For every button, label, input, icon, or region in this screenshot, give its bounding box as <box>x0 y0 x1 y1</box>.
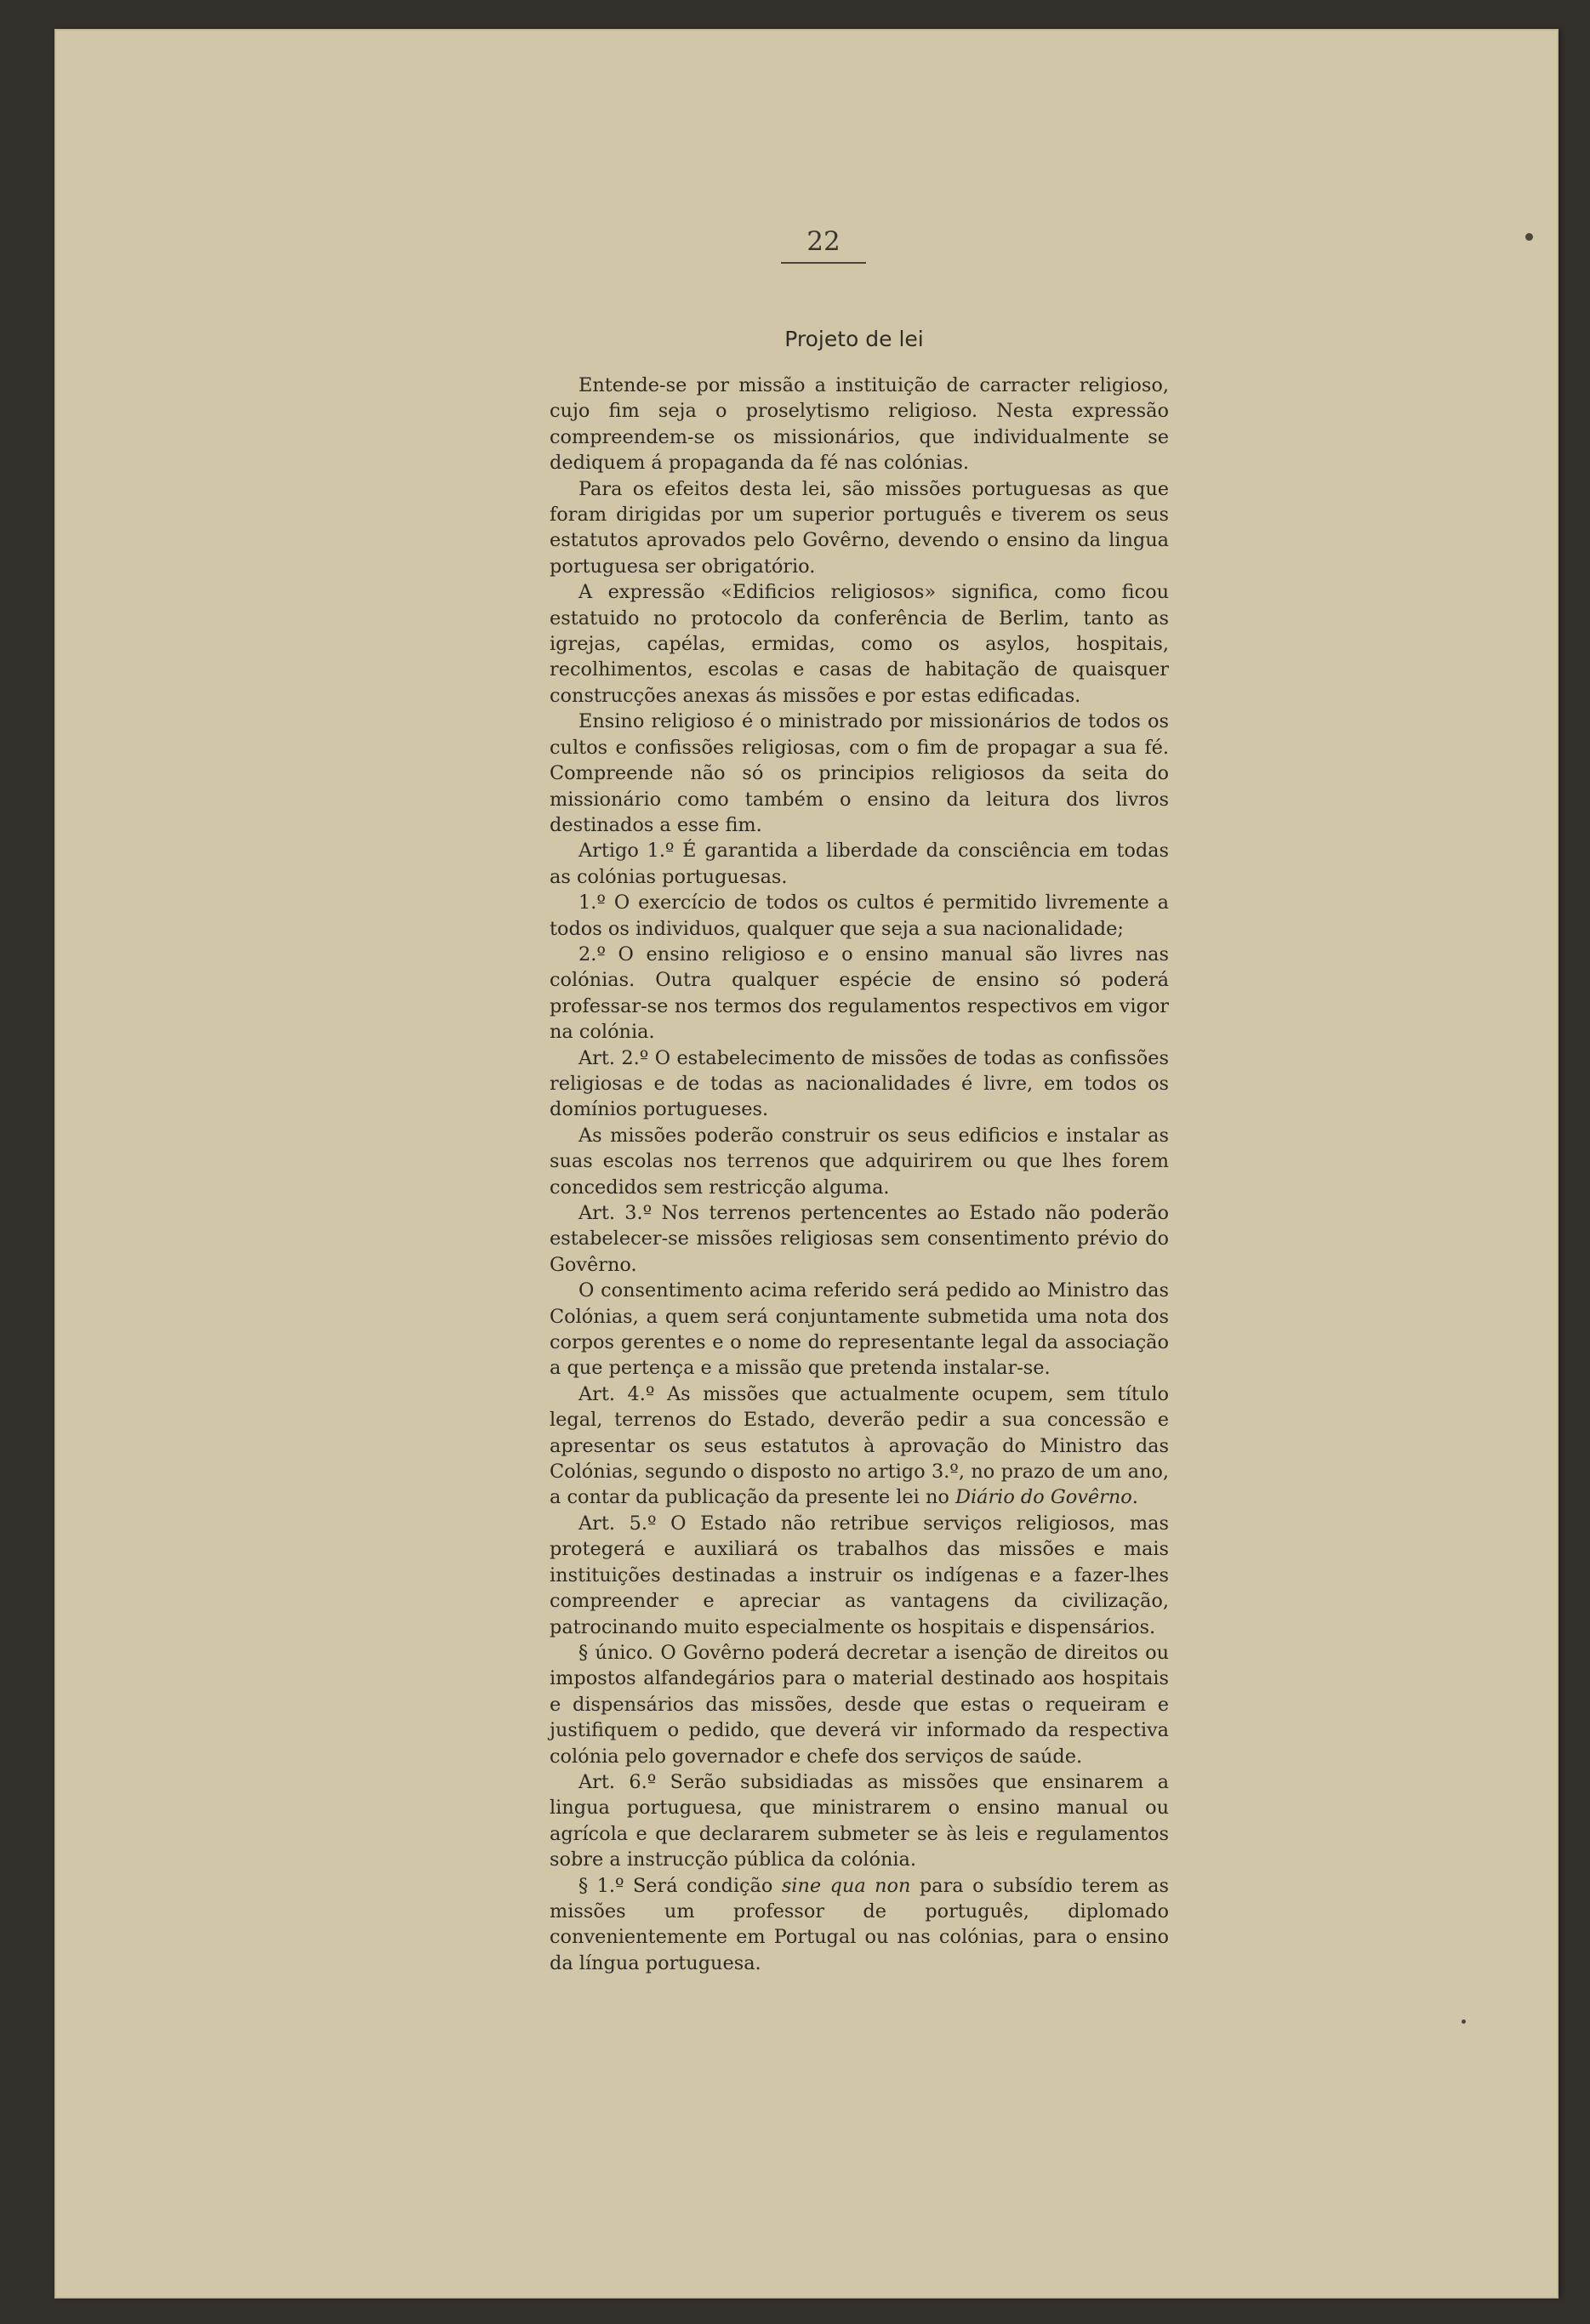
paragraph: 2.º O ensino religioso e o ensino manual são livres nas colónias. Outra qualquer espécie de ensino só poderá professar-se nos termos dos regulamentos respectivos em vigor na colónia. <box>550 943 1169 1044</box>
document-body <box>550 373 1169 1976</box>
paragraph-text: para o subsídio terem as missões um professor de português, diplomado convenientemente em Portugal ou nas colónias, para o ensino da língua portuguesa. <box>550 1874 1170 1974</box>
period: . <box>1131 1486 1138 1509</box>
paragraph: § único. O Govêrno poderá decretar a isenção de direitos ou impostos alfandegários para o material destinado aos hospitais e dispensários das missões, desde que estas o requeiram e justifiquem o pedido, que deverá vir informado da respectiva colónia pelo governador e chefe dos serviços de saúde. <box>550 1641 1169 1768</box>
paragraph: Ensino religioso é o ministrado por missionários de todos os cultos e confissões religiosas, com o fim de propagar a sua fé. Compreende não só os principios religiosos da seita do missionário como também o ensino da leitura dos livros destinados a esse fim. <box>550 710 1169 836</box>
paragraph: 1.º O exercício de todos os cultos é permitido livremente a todos os individuos, qualquer que seja a sua nacionalidade; <box>550 891 1169 940</box>
paragraph: Art. 3.º Nos terrenos pertencentes ao Estado não poderão estabelecer-se missões religiosas sem consentimento prévio do Govêrno. <box>550 1202 1169 1276</box>
italic-latin: sine qua non <box>781 1874 911 1897</box>
paragraph-s1 <box>550 1873 1169 1977</box>
paragraph: Art. 6.º Serão subsidiadas as missões que ensinarem a lingua portuguesa, que ministrarem o ensino manual ou agrícola e que declararem submeter se às leis e regulamentos sobre a instrucção pública da colónia. <box>550 1770 1169 1871</box>
paragraph: Entende-se por missão a instituição de carracter religioso, cujo fim seja o proselytismo religioso. Nesta expressão compreendem-se os missionários, que individualmente se dediquem á propaganda da fé nas colónias. <box>550 374 1169 475</box>
page-title: Projeto de lei <box>784 327 924 351</box>
italic-title: Diário do Govêrno <box>955 1486 1132 1509</box>
paragraph: Art. 2.º O estabelecimento de missões de todas as confissões religiosas e de todas as nacionalidades é livre, em todos os domínios portugueses. <box>550 1046 1169 1121</box>
paper-speck <box>1462 2019 1466 2024</box>
paragraph-text: Art. 4.º As missões que actualmente ocupem, sem título legal, terrenos do Estado, deverão pedir a sua concessão e apresentar os seus estatutos à aprovação do Ministro das Colónias, segundo o disposto no artigo 3.º, no prazo de um ano, a contar da publicação da presente lei no <box>550 1382 1169 1509</box>
paper-speck <box>1525 233 1533 241</box>
paragraph: As missões poderão construir os seus edificios e instalar as suas escolas nos terrenos que adquirirem ou que lhes forem concedidos sem restricção alguma. <box>550 1124 1169 1199</box>
paragraph: Para os efeitos desta lei, são missões portuguesas as que foram dirigidas por um superior português e tiverem os seus estatutos aprovados pelo Govêrno, devendo o ensino da lingua portuguesa ser obrigatório. <box>550 477 1169 578</box>
paragraph: Art. 5.º O Estado não retribue serviços religiosos, mas protegerá e auxiliará os trabalhos das missões e mais instituições destinadas a instruir os indígenas e a fazer-lhes compreender e apreciar as vantagens da civilização, patrocinando muito especialmente os hospitais e dispensários. <box>550 1512 1169 1638</box>
paragraph: O consentimento acima referido será pedido ao Ministro das Colónias, a quem será conjuntamente submetida uma nota dos corpos gerentes e o nome do representante legal da associação a que pertença e a missão que pretenda instalar-se. <box>550 1279 1169 1380</box>
paragraph: A expressão «Edificios religiosos» significa, como ficou estatuido no protocolo da conferência de Berlim, tanto as igrejas, capélas, ermidas, como os asylos, hospitais, recolhimentos, escolas e casas de habitação de quaisquer construcções anexas ás missões e por estas edificadas. <box>550 581 1169 707</box>
document-page <box>54 29 1559 2298</box>
page-number: 22 <box>781 226 866 264</box>
paragraph-text: § 1.º Será condição <box>578 1874 773 1897</box>
paragraph: Artigo 1.º É garantida a liberdade da consciência em todas as colónias portuguesas. <box>550 840 1169 888</box>
paragraph-art-4 <box>550 1381 1169 1511</box>
